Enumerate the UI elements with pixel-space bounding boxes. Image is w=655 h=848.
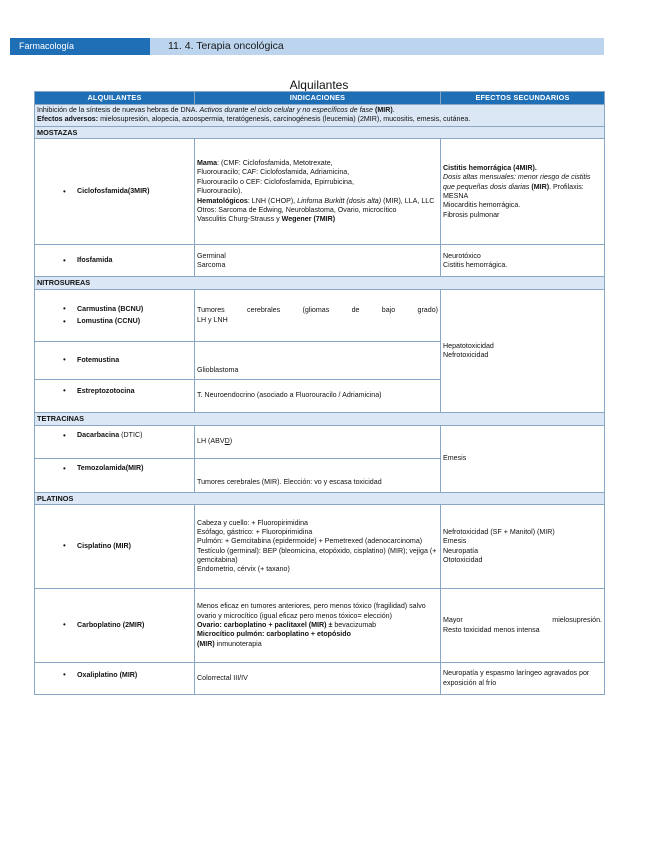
side-effect-text: Neuropatía [443,546,479,555]
indications-cell [195,380,441,413]
side-effect-text: Nefrotoxicidad (SF + Manitol) (MIR) [443,528,555,537]
intro-text: Activos durante el ciclo celular y no específicos de fase [199,105,373,114]
indications-cell [195,139,441,245]
section-row [35,492,605,505]
drug-name: (DTIC) [119,431,143,440]
indication-text: Cabeza y cuello: + Fluoropirimidina [197,518,308,527]
indication-text: Endometrio, cérvix (+ taxano) [197,565,290,574]
intro-row [35,104,605,126]
drug-cell [35,663,195,695]
table-header-row [35,92,605,105]
drug-name: Estreptozotocina [77,386,135,395]
drug-cell [35,245,195,277]
side-effect-text: Mayor mielosupresión. [443,616,602,625]
indication-text: Sarcoma [197,260,226,269]
section-nitrosureas: NITROSUREAS [35,277,605,290]
indication-text: ) [229,436,233,445]
side-effect-text: Cistitis hemorrágica. [443,260,508,269]
indication-text: Menos eficaz en tumores anteriores, pero menos tóxico (fragilidad) salvo ovario y microcítico (igual eficaz pero menos tóxico= elección) [197,602,426,620]
section-tetracinas: TETRACINAS [35,413,605,426]
side-effect-text: . Profilaxis: MESNA [443,182,584,200]
drug-name: Cisplatino (MIR) [77,542,131,551]
column-header: EFECTOS SECUNDARIOS [441,92,605,105]
indication-text: Pulmón: + Gemcitabina (epidermoide) + Pemetrexed (adenocarcinoma) [197,537,423,546]
side-effect-text: Emesis [443,537,467,546]
document-title: Alquilantes [289,78,349,92]
indication-text: LH (ABV [197,436,225,445]
indication-text: (MIR), LLA, LLC [381,196,435,205]
indication-text: Tumores cerebrales (gliomas de bajo grado) [197,306,438,315]
drug-cell [35,589,195,663]
bullet-icon: • [63,316,66,326]
side-effect-text: Nefrotoxicidad [443,351,489,359]
indication-text: Hematológicos [197,196,248,205]
section-label: Farmacología [10,38,150,55]
table-row [35,425,605,458]
indications-cell [195,290,441,342]
section-mostazas: MOSTAZAS [35,126,605,139]
side-effect-text: Neurotóxico [443,251,481,260]
indication-text: Fluorouracilo). [197,187,243,196]
side-effects-cell [441,245,605,277]
side-effect-text: Hepatotoxicidad [443,341,494,350]
indication-text: LH y LNH [197,315,228,324]
indication-text: (MIR) [197,639,215,648]
section-row [35,126,605,139]
chapter-title: 11. 4. Terapia oncológica [150,38,604,55]
table-row [35,663,605,695]
drug-name: Dacarbacina [77,431,120,440]
side-effect-text: Ototoxicidad [443,556,483,565]
indication-text: Fluorouracilo; CAF: Ciclofosfamida, Adriamicina, [197,168,350,177]
bullet-icon: • [63,541,66,551]
indication-text: Mama [197,159,218,168]
indication-text: Tumores cerebrales (MIR). Elección: vo y escasa toxicidad [197,478,382,487]
drug-name: Lomustina (CCNU) [77,317,141,326]
side-effects-cell [441,290,605,413]
indications-cell [195,245,441,277]
side-effect-text: Cistitis hemorrágica (4MIR). [443,163,537,172]
indications-cell [195,425,441,458]
drug-name: Oxaliplatino (MIR) [77,670,138,679]
table-row [35,505,605,589]
drug-cell [35,425,195,458]
side-effect-text: Emesis [443,453,467,462]
side-effect-text: Dosis altas mensuales [443,173,514,182]
column-header: INDICACIONES [195,92,441,105]
column-header: ALQUILANTES [35,92,195,105]
indication-text: Colorrectal III/IV [197,674,248,683]
indication-text: Vasculitis Churg-Strauss y [197,215,282,224]
indication-text: inmunoterapia [214,639,262,648]
table-row [35,290,605,342]
page-header [10,38,604,55]
indication-text: D [224,436,230,445]
bullet-icon: • [63,463,66,473]
intro-text: (MIR) [374,105,393,114]
drug-cell [35,342,195,380]
indications-cell [195,589,441,663]
indications-cell [195,663,441,695]
side-effect-text: Resto toxicidad menos intensa [443,625,540,634]
indication-text: Otros: Sarcoma de Edwing, Neuroblastoma, Ovario, microcítico [197,205,397,214]
side-effect-text: Fibrosis pulmonar [443,210,500,219]
table-row [35,139,605,245]
indications-cell [195,505,441,589]
side-effects-cell [441,663,605,695]
side-effect-text: Neuropatía y espasmo laríngeo agravados por exposición al frío [443,669,590,687]
section-row [35,277,605,290]
indications-cell [195,458,441,492]
indication-text: Microcítico pulmón: carboplatino + etopósido [197,630,351,639]
table-row [35,589,605,663]
table-row [35,245,605,277]
side-effects-cell [441,589,605,663]
indication-text: Ovario: carboplatino + paclitaxel (MIR) ± [197,621,333,630]
drug-cell [35,505,195,589]
drug-cell [35,139,195,245]
indication-text: : LNH (CHOP), [247,196,298,205]
indication-text: Wegener (7MIR) [281,215,336,224]
bullet-icon: • [63,303,66,313]
bullet-icon: • [63,186,66,196]
indication-text: Testículo (germinal): BEP (bleomicina, etopóxido, cisplatino) (MIR); vejiga (+ gemcitabina) [197,546,437,565]
bullet-icon: • [63,255,66,265]
drug-cell [35,458,195,492]
drug-name: Ifosfamida [77,256,113,265]
intro-text: Inhibición de la síntesis de nuevas hebras de DNA. [37,105,198,114]
side-effects-cell [441,505,605,589]
side-effects-cell [441,425,605,492]
indication-text: Esófago, gástrico: + Fluoropirimidina [197,528,313,537]
intro-cell: Inhibición de la síntesis de nuevas hebras de DNA. Activos durante el ciclo celular y no específicos de fase (MIR). Efectos adversos: mielosupresión, alopecia, azoospermia, teratógenesis, carcinogénesis (leucemia) (2MIR), mucositis, emesis, cutánea. [35,104,605,126]
indication-text: Glioblastoma [197,365,239,374]
indication-text: : (CMF: Ciclofosfamida, Metotrexate, [217,159,333,168]
section-row [35,413,605,426]
drug-cell [35,380,195,413]
indication-text: T. Neuroendocrino (asociado a Fluorouracilo / Adriamicina) [197,391,382,400]
intro-text: mielosupresión, alopecia, azoospermia, teratógenesis, carcinogénesis (leucemia) (2MIR), mucositis, emesis, cutánea. [100,115,471,124]
indication-text: Linfoma Burkitt (dosis alta) [297,196,382,205]
side-effect-text: Miocarditis hemorrágica. [443,201,521,210]
side-effect-text: : menor riesgo de cistitis que pequeñas dosis diarias [443,173,591,191]
alquilantes-table [34,91,605,695]
indication-text: bevacizumab [332,621,377,630]
bullet-icon: • [63,620,66,630]
drug-name: Temozolamida(MIR) [77,464,144,473]
bullet-icon: • [63,670,66,680]
side-effect-text: (MIR) [531,182,550,191]
bullet-icon: • [63,430,66,440]
bullet-icon: • [63,386,66,395]
drug-name: Carboplatino (2MIR) [77,621,145,630]
section-platinos: PLATINOS [35,492,605,505]
drug-name: Fotemustina [77,355,120,364]
side-effects-cell [441,139,605,245]
bullet-icon: • [63,355,66,365]
indication-text: Fluorouracilo o CEF: Ciclofosfamida, Epirrubicina, [197,177,354,186]
indication-text: Germinal [197,251,226,260]
intro-text: Efectos adversos: [37,115,99,124]
drug-cell [35,290,195,342]
indications-cell [195,342,441,380]
drug-name: Ciclofosfamida(3MIR) [77,187,150,196]
drug-name: Carmustina (BCNU) [77,304,144,313]
